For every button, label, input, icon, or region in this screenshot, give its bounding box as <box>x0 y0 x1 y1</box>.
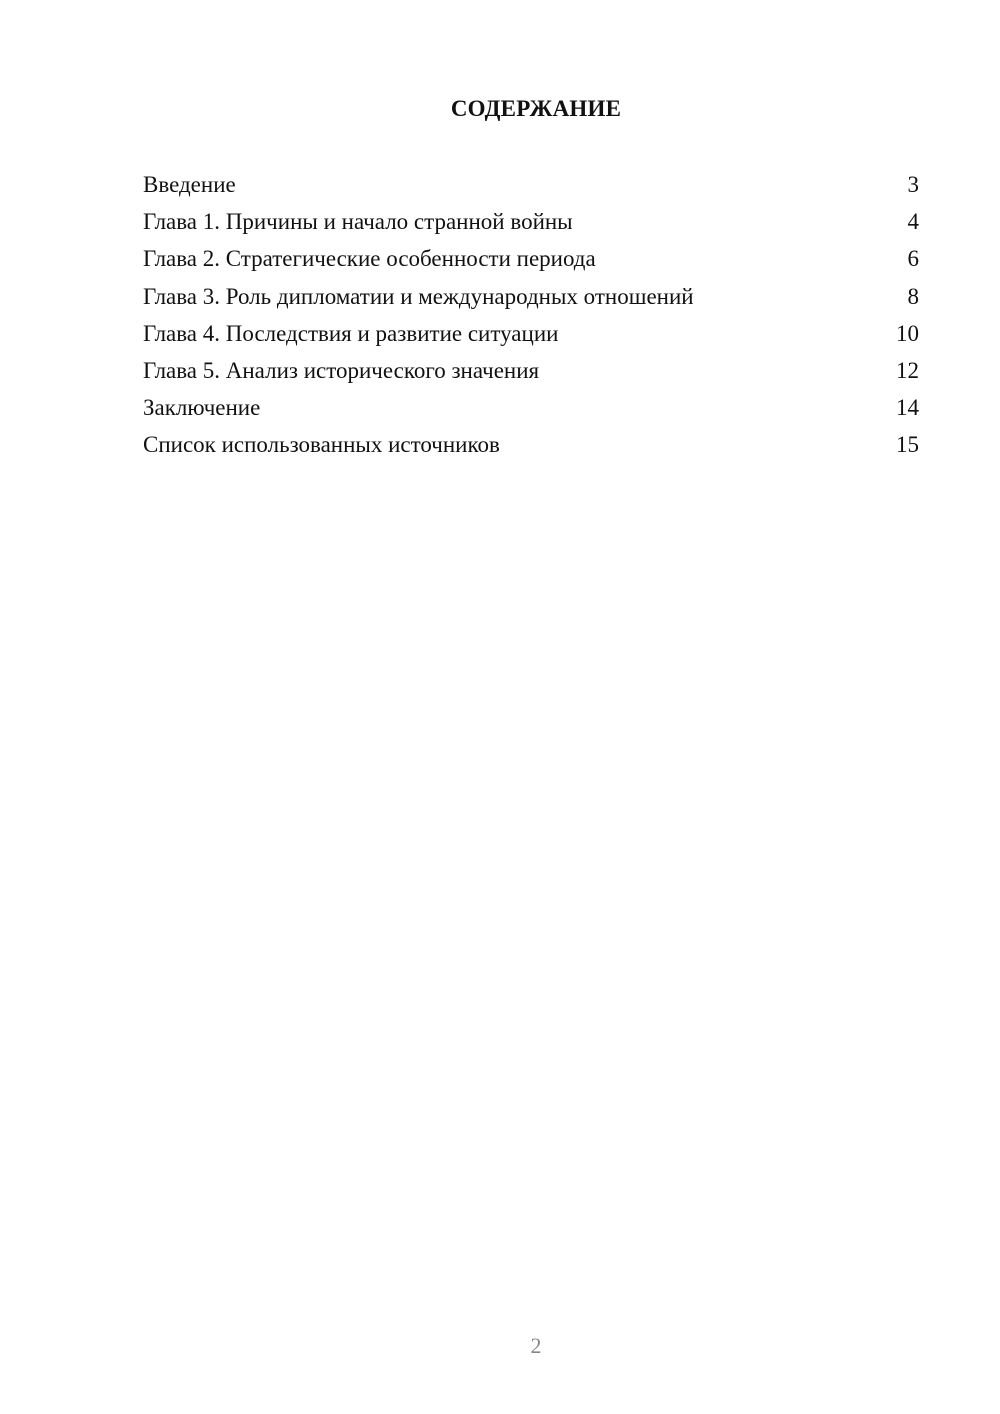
toc-entry-page: 6 <box>907 246 919 272</box>
toc-entry-label: Глава 3. Роль дипломатии и международных отношений <box>143 283 694 309</box>
toc-entry-label: Введение <box>143 172 236 197</box>
toc-entry-page: 15 <box>896 432 919 458</box>
toc-entry-page: 14 <box>896 395 919 421</box>
toc-entry-page: 8 <box>907 283 919 309</box>
toc-entry-chapter-1 <box>143 207 919 244</box>
toc-entry-label: Глава 5. Анализ исторического значения <box>143 357 540 383</box>
toc-entry-page: 12 <box>896 357 919 383</box>
toc-entry-label: Глава 1. Причины и начало странной войны <box>143 209 573 235</box>
toc-entry-page: 3 <box>907 172 919 197</box>
toc-entry-introduction <box>143 170 919 207</box>
toc-entry-label: Заключение <box>143 395 261 421</box>
toc-entry-references <box>143 430 919 467</box>
toc-entry-label: Глава 4. Последствия и развитие ситуации <box>143 320 559 346</box>
table-of-contents <box>143 170 919 468</box>
toc-entry-label: Список использованных источников <box>143 432 500 458</box>
toc-entry-chapter-4 <box>143 319 919 356</box>
toc-entry-page: 4 <box>907 209 919 235</box>
toc-entry-chapter-3 <box>143 282 919 319</box>
toc-entry-label: Глава 2. Стратегические особенности периода <box>143 246 596 272</box>
page-number: 2 <box>530 1333 542 1358</box>
toc-entry-conclusion <box>143 393 919 430</box>
toc-entry-page: 10 <box>896 320 919 346</box>
toc-entry-chapter-5 <box>143 356 919 393</box>
page-title: СОДЕРЖАНИЕ <box>450 96 622 121</box>
toc-entry-chapter-2 <box>143 244 919 281</box>
